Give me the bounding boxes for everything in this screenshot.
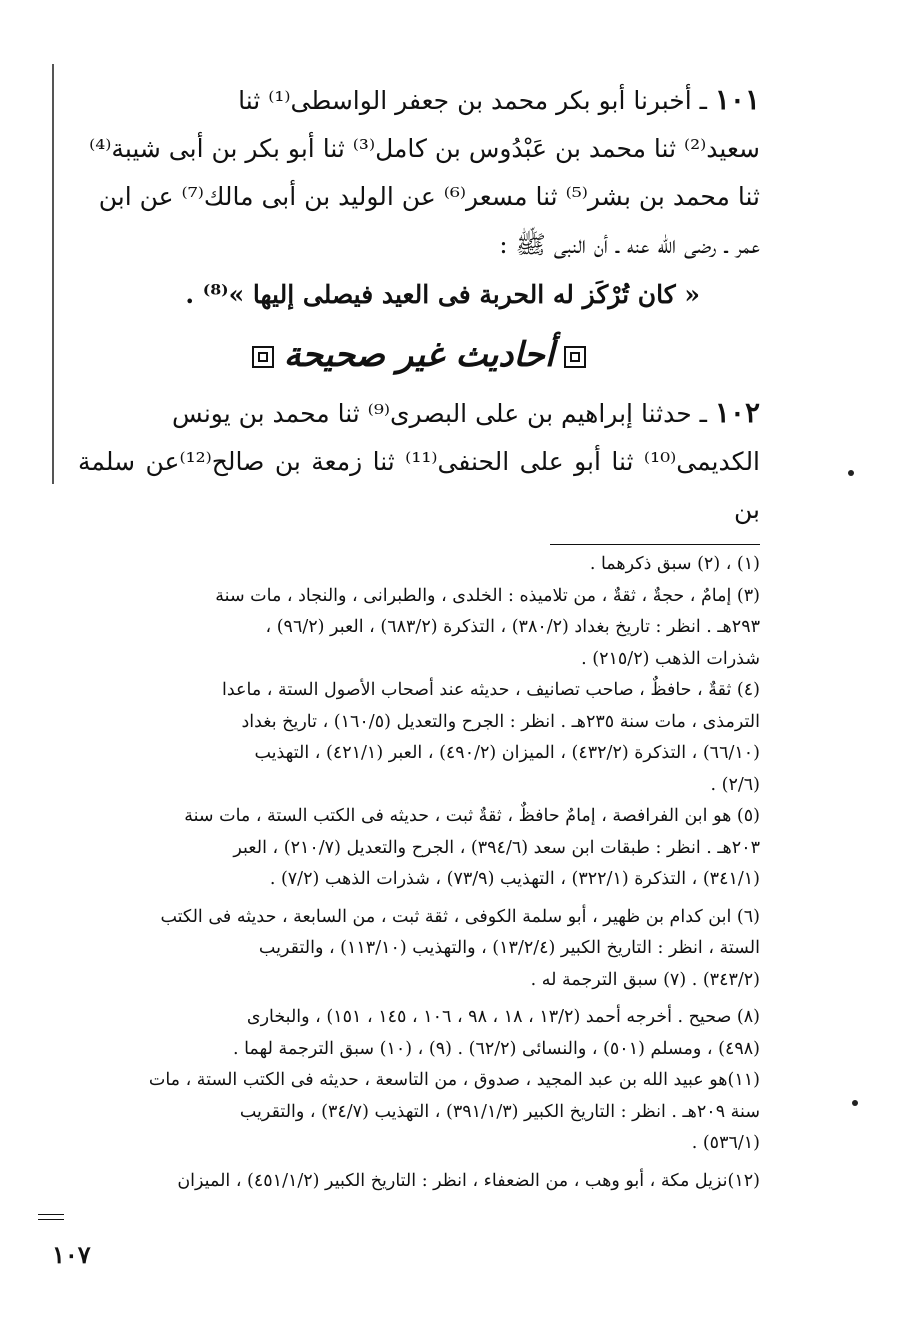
- footnote-line: ٢٩٣هـ . انظر : تاريخ بغداد (٣٨٠/٢) ، التذكرة (٦٨٣/٢) ، العبر (٩٦/٢) ،: [265, 617, 760, 637]
- footnote-line: الستة ، انظر : التاريخ الكبير (١٣/٢/٤) ، والتهذيب (١١٣/١٠) ، والتقريب: [258, 938, 760, 958]
- footnote-line: (٣٤١/١) ، التذكرة (٣٢٢/١) ، التهذيب (٧٣/٩) ، شذرات الذهب (٧/٢) .: [269, 869, 760, 889]
- footnote-line: (٥٣٦/١) .: [691, 1133, 760, 1153]
- hadith-101-line-4: عمر ـ رضى الله عنه ـ أن النبى ﷺ :: [499, 230, 760, 259]
- hadith-102-line-1: [78, 389, 760, 438]
- section-heading: [78, 335, 760, 375]
- section-heading-text: أحاديث غير صحيحة: [283, 335, 555, 375]
- hadith-101-text: « كان تُرْكَز له الحربة فى العيد فيصلى إليها »⁽⁸⁾ .: [185, 280, 700, 309]
- margin-line: [52, 64, 54, 484]
- box-ornament-icon: [252, 346, 274, 368]
- text-line: ـ أخبرنا أبو بكر محمد بن جعفر الواسطى⁽¹⁾ ثنا: [238, 86, 715, 115]
- footnote-line: شذرات الذهب (٢١٥/٢) .: [581, 648, 760, 669]
- footnote-line: الترمذى ، مات سنة ٢٣٥هـ . انظر : الجرح والتعديل (١٦٠/٥) ، تاريخ بغداد: [241, 711, 760, 732]
- hadith-number: ١٠٢: [714, 396, 760, 429]
- text-line: ـ حدثنا إبراهيم بن على البصرى⁽⁹⁾ ثنا محمد بن يونس: [171, 399, 715, 428]
- footnote-line: (١١)هو عبيد الله بن عبد المجيد ، صدوق ، من التاسعة ، حديثه فى الكتب الستة ، مات: [148, 1070, 760, 1090]
- footnote-line: (٣) إمامٌ ، حجةٌ ، ثقةٌ ، من تلاميذه : الخلدى ، والطبرانى ، والنجاد ، مات سنة: [215, 585, 760, 606]
- footnote-line: (٣٤٣/٢) . (٧) سبق الترجمة له .: [530, 969, 760, 990]
- footnote-line: (٢/٦) .: [710, 774, 760, 795]
- footnote-separator: [550, 544, 760, 545]
- hadith-101-line-3: ثنا محمد بن بشر⁽⁵⁾ ثنا مسعر⁽⁶⁾ عن الوليد بن أبى مالك⁽⁷⁾ عن ابن: [98, 182, 760, 211]
- footnote-line: (٦) ابن كدام بن ظهير ، أبو سلمة الكوفى ، ثقة ثبت ، من السابعة ، حديثه فى الكتب: [160, 906, 760, 927]
- box-ornament-icon: [564, 346, 586, 368]
- footnotes: [78, 549, 760, 1197]
- ink-dot: [852, 1100, 858, 1106]
- footnote-line: (٥) هو ابن الفرافصة ، إمامٌ حافظٌ ، ثقةٌ ثبت ، حديثه فى الكتب الستة ، مات سنة: [184, 806, 760, 826]
- main-text: [78, 76, 760, 534]
- footnote-line: (١٢)نزيل مكة ، أبو وهب ، من الضعفاء ، انظر : التاريخ الكبير (٤٥١/١/٢) ، الميزان: [177, 1170, 760, 1191]
- footnote-line: (٨) صحيح . أخرجه أحمد (١٣/٢ ، ١٨ ، ٩٨ ، ١٠٦ ، ١٤٥ ، ١٥١) ، والبخارى: [246, 1007, 760, 1027]
- footnote-line: (٦٦/١٠) ، التذكرة (٤٣٢/٢) ، الميزان (٤٩٠/٢) ، العبر (٤٢١/١) ، التهذيب: [254, 743, 760, 763]
- footnote-line: (٤) ثقةٌ ، حافظٌ ، صاحب تصانيف ، حديثه عند أصحاب الأصول الستة ، ماعدا: [222, 680, 760, 700]
- footnote-line: سنة ٢٠٩هـ . انظر : التاريخ الكبير (٣٩١/١/٣) ، التهذيب (٣٤/٧) ، والتقريب: [239, 1101, 760, 1122]
- footnote-line: (١) ، (٢) سبق ذكرهما .: [589, 554, 760, 574]
- hadith-101-line-2: سعيد⁽²⁾ ثنا محمد بن عَبْدُوس بن كامل⁽³⁾ ثنا أبو بكر بن أبى شيبة⁽⁴⁾: [89, 134, 760, 163]
- ink-dot: [848, 470, 854, 476]
- hadith-number: ١٠١: [714, 83, 760, 116]
- page-content: [78, 76, 760, 1197]
- hadith-102-line-2: الكديمى⁽¹⁰⁾ ثنا أبو على الحنفى⁽¹¹⁾ ثنا زمعة بن صالح⁽¹²⁾عن سلمة بن: [78, 447, 761, 524]
- footnote-line: (٤٩٨) ، ومسلم (٥٠١) ، والنسائى (٦٢/٢) . (٩) ، (١٠) سبق الترجمة لهما .: [232, 1038, 760, 1059]
- continuation-mark: [38, 1214, 64, 1220]
- hadith-101-line-1: [78, 76, 760, 125]
- footnote-line: ٢٠٣هـ . انظر : طبقات ابن سعد (٣٩٤/٦) ، الجرح والتعديل (٢١٠/٧) ، العبر: [233, 837, 760, 858]
- page-number: ١٠٧: [52, 1240, 91, 1269]
